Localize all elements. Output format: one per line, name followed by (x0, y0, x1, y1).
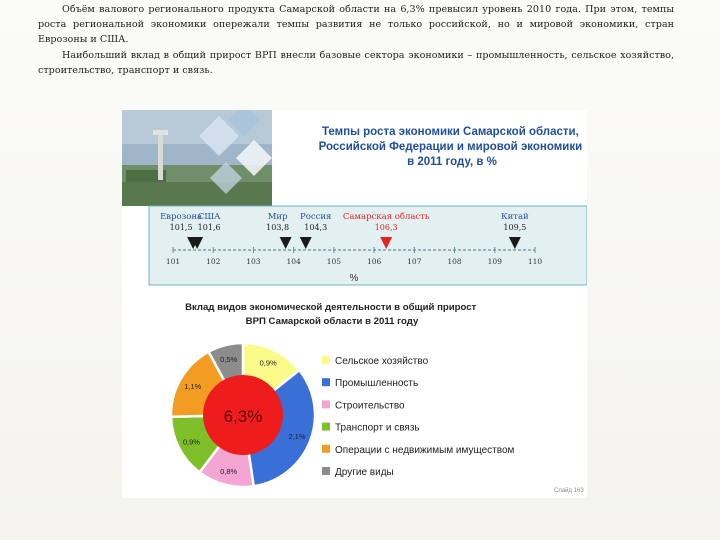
scale-tick-label: 104 (286, 257, 301, 266)
header-photo (122, 110, 272, 206)
scale-tick-label: 108 (447, 257, 462, 266)
pie-slice-label: 1,1% (184, 382, 202, 391)
scale-tick-label: 107 (407, 257, 422, 266)
legend-item: Операции с недвижимым имуществом (335, 444, 515, 456)
scale-point-value: 103,8 (266, 223, 290, 232)
scale-point-value: 104,3 (304, 223, 328, 232)
legend-swatch (322, 356, 330, 364)
growth-scale-unit: % (349, 273, 359, 284)
scale-tick-label: 103 (246, 257, 261, 266)
scale-tick-label: 109 (487, 257, 502, 266)
scale-point-value: 101,5 (169, 223, 193, 232)
source-note: Слайд 163 (554, 488, 584, 494)
legend-item: Другие виды (335, 467, 394, 478)
scale-tick-label: 110 (527, 257, 543, 266)
intro-text (38, 2, 674, 78)
scale-point-name: Еврозона (160, 212, 203, 222)
legend-swatch (322, 445, 330, 453)
intro-paragraph-1: Объём валового регионального продукта Самарской области на 6,3% превысил уровень 2010 года. При этом, темпы роста региональной экономики опережали темпы развития не только российской, но и мировой экономики, стран Еврозоны и США. (38, 4, 674, 46)
scale-point-name: Самарская область (342, 212, 430, 222)
chart1-title: Темпы роста экономики Самарской области, Российской Федерации и мировой экономики в 2011 году, в % (318, 126, 583, 168)
pie-slice-label: 0,9% (259, 358, 277, 368)
scale-point-value: 101,6 (197, 223, 221, 232)
chart2-title: Вклад видов экономической деятельности в общий прирост ВРП Самарской области в 2011 году (185, 302, 477, 327)
pie-slice-label: 0,9% (182, 437, 200, 447)
scale-point-name: США (197, 212, 221, 222)
scale-tick-label: 106 (366, 257, 382, 266)
legend-swatch (322, 467, 330, 475)
legend-item: Строительство (335, 400, 405, 412)
legend-swatch (322, 400, 330, 408)
scale-point-name: Мир (267, 212, 288, 222)
legend-item: Промышленность (335, 378, 419, 390)
slide-image (122, 110, 587, 498)
pie-slice-label: 0,5% (220, 354, 238, 364)
scale-tick-label: 101 (165, 257, 181, 266)
scale-point-name: Россия (300, 212, 332, 222)
legend-item: Сельское хозяйство (335, 356, 429, 367)
legend-item: Транспорт и связь (335, 422, 420, 434)
legend-swatch (322, 378, 330, 386)
pie-slice-label: 2,1% (288, 432, 306, 442)
scale-point-value: 109,5 (503, 223, 527, 232)
pie-center-label: 6,3% (223, 407, 263, 426)
legend-swatch (322, 423, 330, 431)
scale-tick-label: 102 (206, 257, 221, 266)
pie-slice-label: 0,8% (220, 467, 238, 477)
scale-point-name: Китай (501, 212, 529, 222)
chart-canvas (122, 110, 587, 498)
scale-tick-label: 105 (326, 257, 342, 266)
intro-paragraph-2: Наибольший вклад в общий прирост ВРП внесли базовые сектора экономики – промышленность, сельское хозяйство, строительство, транспорт и связь. (38, 49, 674, 76)
scale-point-value: 106,3 (374, 223, 398, 232)
